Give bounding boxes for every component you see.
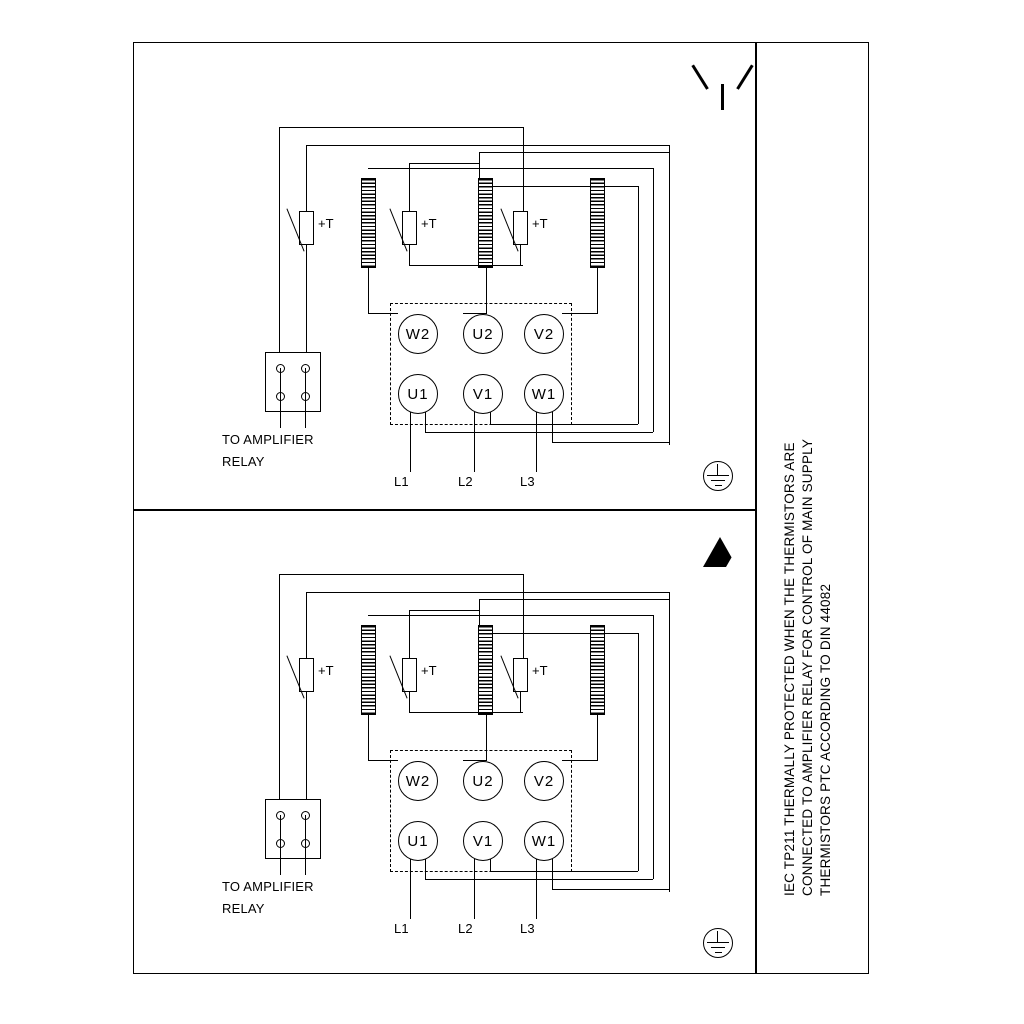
coil-1-lead-h-delta	[368, 760, 398, 761]
amplifier-label-line2-delta: RELAY	[222, 901, 265, 916]
amplifier-label-line1-delta: TO AMPLIFIER	[222, 879, 314, 894]
supply-label-L3-star: L3	[520, 474, 535, 489]
terminal-V1-star[interactable]: V1	[463, 374, 503, 414]
thermistor-2-star	[402, 211, 417, 245]
link-u1-right-star	[425, 412, 426, 432]
thermistor-1-label-star: +T	[318, 216, 334, 231]
thermistor-2-bottom-link-delta	[409, 712, 523, 713]
supply-L3-star	[536, 412, 537, 472]
link-u1-right-h-delta	[425, 879, 653, 880]
coil-3-lead-delta	[597, 715, 598, 760]
link-v1-up-star	[638, 186, 639, 424]
thermistor-2-label-delta: +T	[421, 663, 437, 678]
supply-label-L2-delta: L2	[458, 921, 473, 936]
link-w1-right-delta	[552, 859, 553, 889]
terminal-U2-star[interactable]: U2	[463, 314, 503, 354]
terminal-V1-delta[interactable]: V1	[463, 821, 503, 861]
thermistor-1-star	[299, 211, 314, 245]
supply-L1-delta	[410, 859, 411, 919]
terminal-U1-star[interactable]: U1	[398, 374, 438, 414]
link-top-delta	[368, 615, 653, 616]
thermistor-rail-a-left-delta	[279, 574, 280, 826]
supply-label-L3-delta: L3	[520, 921, 535, 936]
link-top-star	[368, 168, 653, 169]
thermistor-rail-a-right-star	[523, 127, 524, 212]
winding-1-delta	[361, 625, 376, 715]
link-v1-right-delta	[490, 859, 491, 871]
amplifier-label-line1-star: TO AMPLIFIER	[222, 432, 314, 447]
thermistor-2-bottom-star	[409, 245, 410, 265]
thermistor-2-bottom-link-star	[409, 265, 523, 266]
supply-label-L1-star: L1	[394, 474, 409, 489]
thermistor-rail-a-delta	[279, 574, 524, 575]
winding-2-star	[478, 178, 493, 268]
coil-3-lead-h-delta	[562, 760, 598, 761]
amplifier-connector-block-delta	[265, 799, 321, 859]
delta-symbol	[703, 537, 737, 567]
thermistor-3-delta	[513, 658, 528, 692]
coil-3-lead-h-star	[562, 313, 598, 314]
link-v1-up-delta	[638, 633, 639, 871]
coil-3-lead-star	[597, 268, 598, 313]
supply-label-L1-delta: L1	[394, 921, 409, 936]
supply-L3-delta	[536, 859, 537, 919]
note-line-1: IEC TP211 THERMALLY PROTECTED WHEN THE THERMISTORS ARE	[782, 442, 797, 896]
thermistor-3-label-delta: +T	[532, 663, 548, 678]
link-w1-h-star	[552, 442, 669, 443]
supply-label-L2-star: L2	[458, 474, 473, 489]
thermistor-3-star	[513, 211, 528, 245]
terminal-V2-star[interactable]: V2	[524, 314, 564, 354]
thermistor-2-top-star	[409, 163, 410, 211]
winding-2-delta	[478, 625, 493, 715]
star-wye-symbol	[700, 62, 746, 110]
thermistor-3-top-link-delta	[479, 599, 669, 600]
thermistor-2-link-star	[409, 163, 479, 164]
thermistor-rail-b-right-star	[669, 145, 670, 445]
thermistor-2-bottom-delta	[409, 692, 410, 712]
note-line-3: THERMISTORS PTC ACCORDING TO DIN 44082	[818, 583, 833, 896]
coil-2-lead-h-star	[463, 313, 487, 314]
connector-wire-left-star	[280, 368, 281, 428]
coil-2-lead-h-delta	[463, 760, 487, 761]
coil-1-lead-h-star	[368, 313, 398, 314]
terminal-U2-delta[interactable]: U2	[463, 761, 503, 801]
thermistor-rail-a-right-delta	[523, 574, 524, 659]
thermistor-3-bottom-star	[520, 245, 521, 265]
thermistor-1-top-star	[306, 145, 307, 211]
connector-wire-right-delta	[305, 815, 306, 875]
winding-3-star	[590, 178, 605, 268]
thermistor-2-delta	[402, 658, 417, 692]
link-v1-top-delta	[486, 633, 638, 634]
connector-wire-left-delta	[280, 815, 281, 875]
thermistor-rail-a-left-star	[279, 127, 280, 379]
coil-1-lead-delta	[368, 715, 369, 761]
supply-L1-star	[410, 412, 411, 472]
thermistor-1-label-delta: +T	[318, 663, 334, 678]
thermistor-3-top-link-star	[479, 152, 669, 153]
thermistor-2-link-delta	[409, 610, 479, 611]
supply-L2-star	[474, 412, 475, 472]
link-v1-h-star	[490, 424, 638, 425]
thermistor-3-bottom-delta	[520, 692, 521, 712]
amplifier-connector-block-star	[265, 352, 321, 412]
note-line-2: CONNECTED TO AMPLIFIER RELAY FOR CONTROL OF MAIN SUPPLY	[800, 438, 815, 896]
terminal-W2-star[interactable]: W2	[398, 314, 438, 354]
coil-2-lead-delta	[486, 715, 487, 761]
thermistor-rail-a-star	[279, 127, 524, 128]
link-u1-right-up-star	[653, 168, 654, 432]
coil-2-lead-star	[486, 268, 487, 314]
thermistor-3-top-drop-delta	[479, 599, 480, 626]
terminal-U1-delta[interactable]: U1	[398, 821, 438, 861]
terminal-W1-star[interactable]: W1	[524, 374, 564, 414]
coil-1-lead-star	[368, 268, 369, 314]
thermistor-1-delta	[299, 658, 314, 692]
link-w1-right-star	[552, 412, 553, 442]
terminal-W1-delta[interactable]: W1	[524, 821, 564, 861]
link-v1-top-star	[486, 186, 638, 187]
thermistor-3-top-drop-star	[479, 152, 480, 179]
terminal-V2-delta[interactable]: V2	[524, 761, 564, 801]
thermistor-2-top-delta	[409, 610, 410, 658]
terminal-W2-delta[interactable]: W2	[398, 761, 438, 801]
winding-1-star	[361, 178, 376, 268]
notes-column-divider	[755, 42, 757, 974]
connector-wire-right-star	[305, 368, 306, 428]
amplifier-label-line2-star: RELAY	[222, 454, 265, 469]
link-v1-h-delta	[490, 871, 638, 872]
link-u1-right-h-star	[425, 432, 653, 433]
thermistor-2-label-star: +T	[421, 216, 437, 231]
supply-L2-delta	[474, 859, 475, 919]
thermistor-rail-b-left-delta	[306, 592, 307, 659]
thermistor-3-label-star: +T	[532, 216, 548, 231]
panel-divider	[133, 509, 755, 511]
thermistor-rail-b-delta	[306, 592, 669, 593]
thermistor-rail-b-star	[306, 145, 669, 146]
thermistor-rail-b-right-delta	[669, 592, 670, 892]
link-w1-h-delta	[552, 889, 669, 890]
earth-symbol-star	[703, 461, 735, 493]
link-u1-right-up-delta	[653, 615, 654, 879]
link-v1-right-star	[490, 412, 491, 424]
earth-symbol-delta	[703, 928, 735, 960]
winding-3-delta	[590, 625, 605, 715]
link-u1-right-delta	[425, 859, 426, 879]
